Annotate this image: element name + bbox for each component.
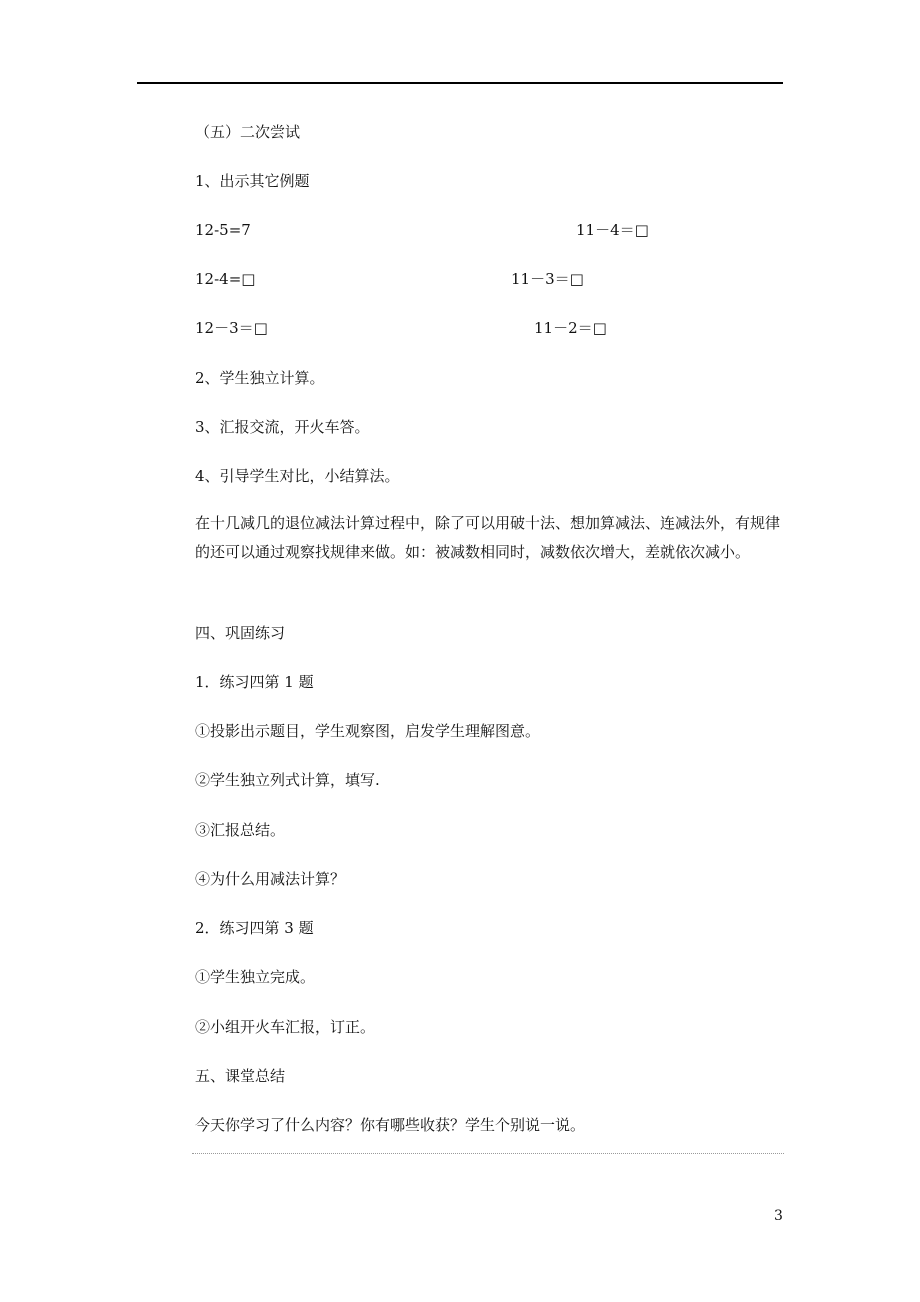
equation-11-minus-3: 11－3＝□ <box>511 270 584 288</box>
equation-12-minus-3: 12－3＝□ <box>195 319 268 337</box>
equation-11-minus-4: 11－4＝□ <box>576 221 649 239</box>
part-class-summary-title: 五、课堂总结 <box>195 1067 286 1085</box>
step-report-exchange: 3、汇报交流，开火车答。 <box>195 418 370 436</box>
footer-rule <box>192 1153 784 1154</box>
exercise-2-title: 2．练习四第 3 题 <box>195 919 314 937</box>
exercise-1-item: ③汇报总结。 <box>195 821 286 839</box>
equation-11-minus-2: 11－2＝□ <box>534 319 607 337</box>
section-title-second-attempt: （五）二次尝试 <box>195 123 301 141</box>
header-rule <box>137 82 783 84</box>
exercise-1-item: ①投影出示题目，学生观察图，启发学生理解图意。 <box>195 722 541 740</box>
step-show-examples: 1、出示其它例题 <box>195 172 310 190</box>
page-number: 3 <box>774 1208 783 1224</box>
exercise-1-item: ④为什么用减法计算？ <box>195 870 346 888</box>
part-consolidation-title: 四、巩固练习 <box>195 624 286 642</box>
equation-12-minus-5: 12-5=7 <box>195 221 251 239</box>
exercise-2-item: ②小组开火车汇报，订正。 <box>195 1018 376 1036</box>
closing-question: 今天你学习了什么内容？你有哪些收获？学生个别说一说。 <box>195 1116 586 1134</box>
equation-12-minus-4: 12-4=□ <box>195 270 256 288</box>
step-independent-calc: 2、学生独立计算。 <box>195 369 325 387</box>
exercise-1-item: ②学生独立列式计算，填写. <box>195 771 380 789</box>
exercise-1-title: 1．练习四第 1 题 <box>195 673 314 691</box>
summary-paragraph: 在十几减几的退位减法计算过程中，除了可以用破十法、想加算减法、连减法外，有规律的还可以通过观察找规律来做。如：被减数相同时，减数依次增大，差就依次减小。 <box>195 514 781 561</box>
exercise-2-item: ①学生独立完成。 <box>195 968 316 986</box>
step-guide-compare: 4、引导学生对比，小结算法。 <box>195 467 400 485</box>
